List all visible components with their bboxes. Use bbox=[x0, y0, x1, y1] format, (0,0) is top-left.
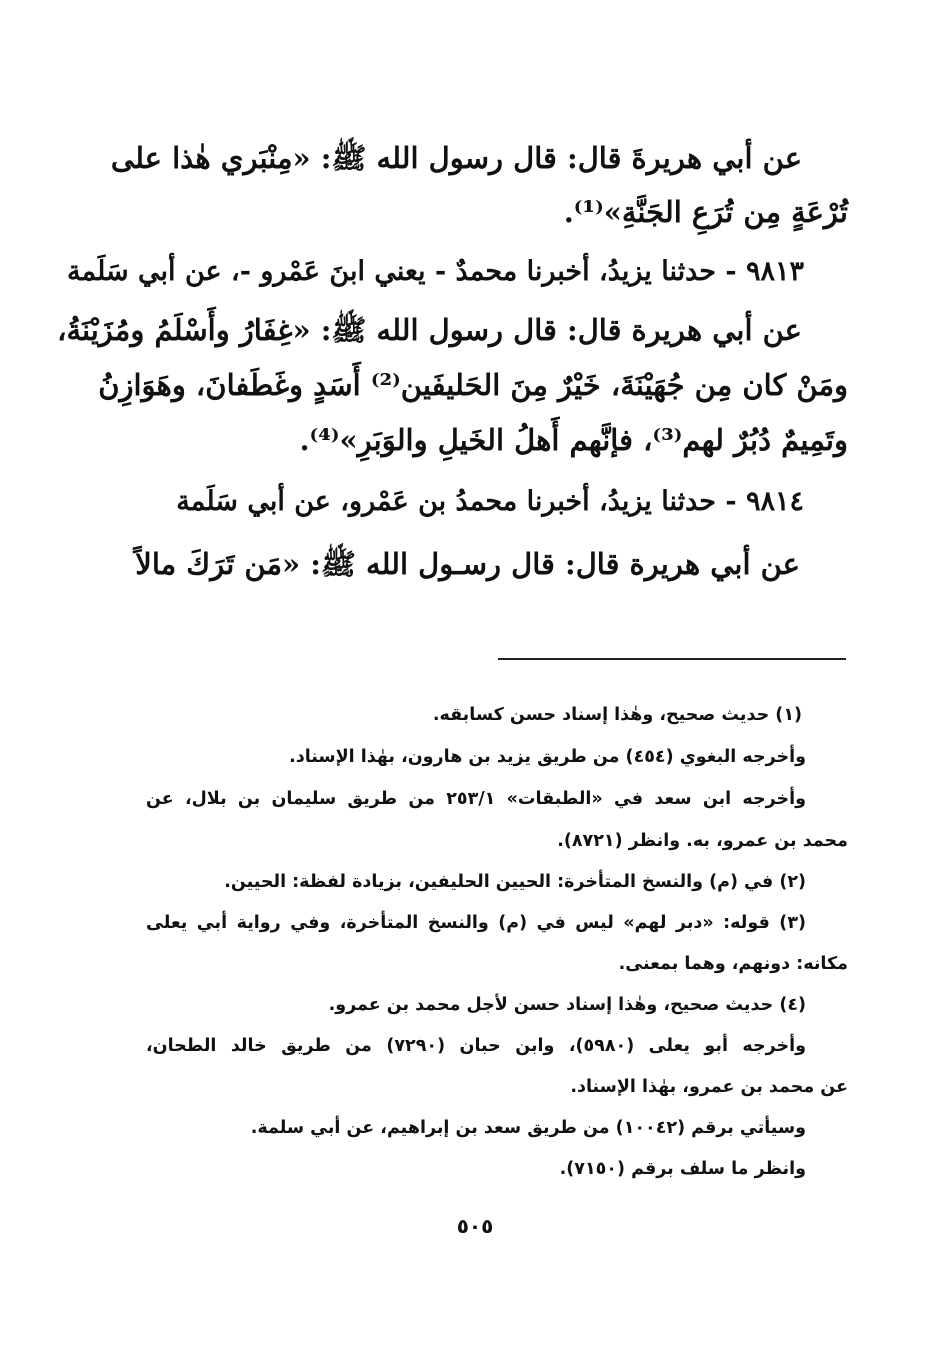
main-line-8: عن أبي هريرة قال: قال رسـول الله ﷺ: «مَن تَرَكَ مالاً bbox=[135, 547, 800, 581]
footnote-1-line-2: وأخرجه البغوي (٤٥٤) من طريق يزيد بن هارون، بهٰذا الإسناد. bbox=[289, 747, 806, 767]
footnote-4-line-4: وسيأتي برقم (١٠٠٤٢) من طريق سعد بن إبراهيم، عن أبي سلمة. bbox=[250, 1118, 806, 1138]
main-line-1: عن أبي هريرةَ قال: قال رسول الله ﷺ: «مِنْبَري هٰذا على bbox=[110, 141, 802, 175]
footnote-1-line-4: محمد بن عمرو، به. وانظر (٨٧٢١). bbox=[557, 831, 848, 851]
main-line-2: تُرْعَةٍ مِن تُرَعِ الجَنَّةِ»⁽¹⁾. bbox=[563, 195, 848, 229]
page-number: ٥٠٥ bbox=[456, 1214, 494, 1238]
footnote-4-line-5: وانظر ما سلف برقم (٧١٥٠). bbox=[559, 1159, 806, 1179]
footnote-3: (٣) قوله: «دبر لهم» ليس في (م) والنسخ المتأخرة، وفي رواية أبي يعلى bbox=[146, 913, 806, 933]
footnote-2: (٢) في (م) والنسخ المتأخرة: الحيين الحليفين، بزيادة لفظة: الحيين. bbox=[224, 872, 806, 892]
footnote-4-line-3: عن محمد بن عمرو، بهٰذا الإسناد. bbox=[570, 1077, 848, 1097]
hadith-9813-header: ٩٨١٣ - حدثنا يزيدُ، أخبرنا محمدٌ - يعني ابنَ عَمْرو -، عن أبي سَلَمة bbox=[66, 256, 804, 287]
footnote-4-line-2: وأخرجه أبو يعلى (٥٩٨٠)، وابن حبان (٧٢٩٠) من طريق خالد الطحان، bbox=[146, 1036, 806, 1056]
footnote-1: (١) حديث صحيح، وهٰذا إسناد حسن كسابقه. bbox=[432, 705, 802, 725]
main-line-5: ومَنْ كان مِن جُهَيْنَةَ، خَيْرٌ مِنَ الحَليفَين⁽²⁾ أَسَدٍ وغَطَفانَ، وهَوَازِنُ bbox=[98, 368, 848, 402]
main-line-6: وتَمِيمٌ دُبُرٌ لهم⁽³⁾، فإنَّهم أَهلُ الخَيلِ والوَبَرِ»⁽⁴⁾. bbox=[299, 423, 848, 457]
footnote-4: (٤) حديث صحيح، وهٰذا إسناد حسن لأجل محمد بن عمرو. bbox=[328, 995, 806, 1015]
main-line-4: عن أبي هريرة قال: قال رسول الله ﷺ: «غِفَارُ وأَسْلَمُ ومُزَيْنَةُ، bbox=[57, 313, 802, 347]
hadith-9814-header: ٩٨١٤ - حدثنا يزيدُ، أخبرنا محمدُ بن عَمْرو، عن أبي سَلَمة bbox=[176, 486, 804, 517]
footnote-separator bbox=[498, 658, 846, 660]
footnote-3-line-2: مكانه: دونهم، وهما بمعنى. bbox=[618, 954, 848, 974]
footnote-1-line-3: وأخرجه ابن سعد في «الطبقات» ٢٥٣/١ من طريق سليمان بن بلال، عن bbox=[146, 789, 806, 809]
